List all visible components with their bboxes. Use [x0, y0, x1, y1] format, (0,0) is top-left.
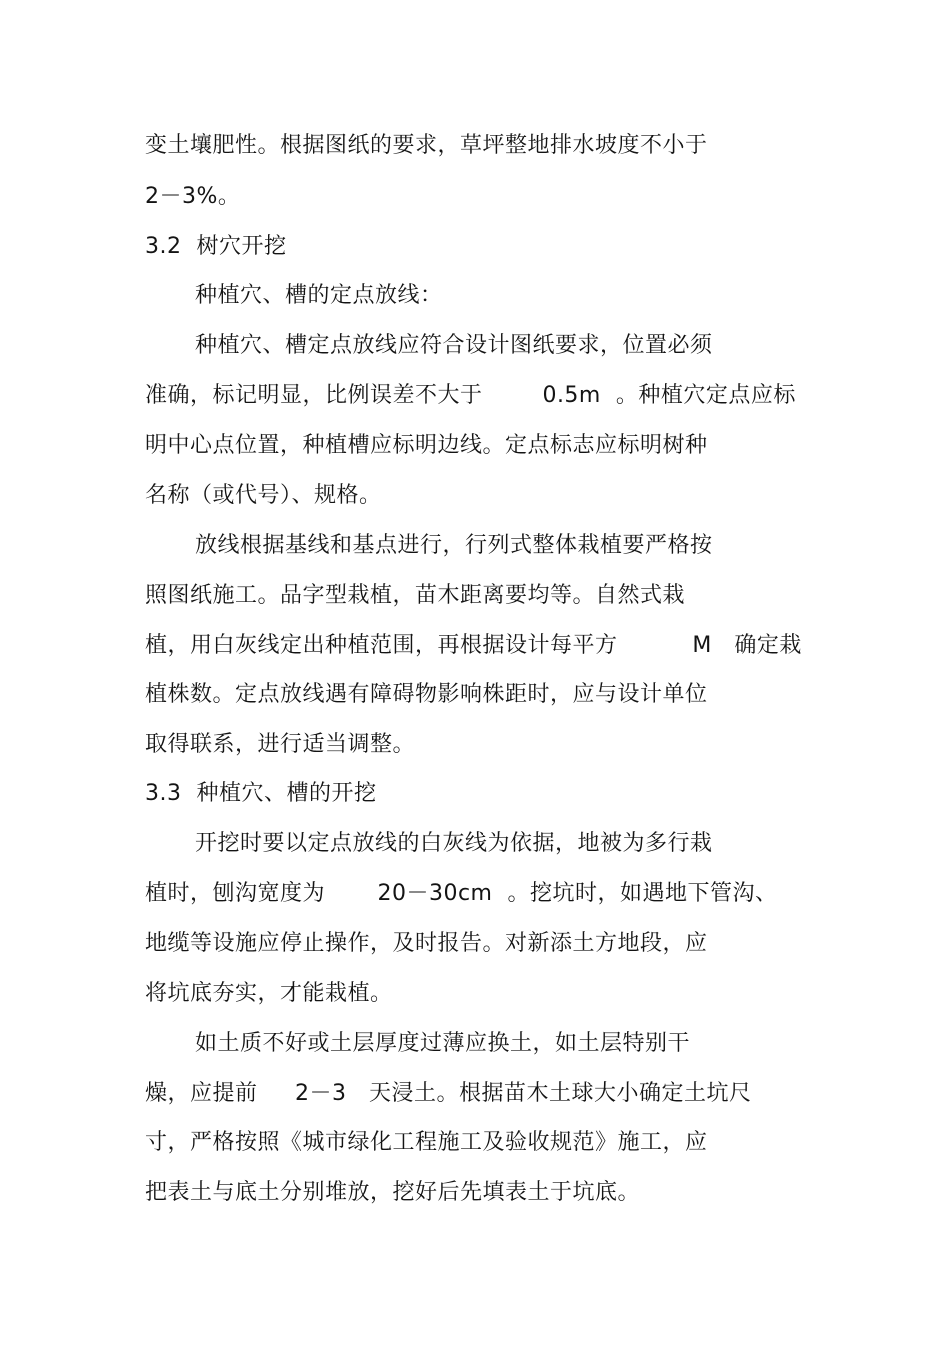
text-line: 地缆等设施应停止操作，及时报告。对新添土方地段，应	[145, 931, 708, 956]
text-line: 名称（或代号）、规格。	[145, 483, 382, 508]
text-line: 明中心点位置，种植槽应标明边线。定点标志应标明树种	[145, 433, 708, 458]
text-line: 准确，标记明显，比例误差不大于 0.5m 。种植穴定点应标	[145, 383, 796, 408]
text-line: 取得联系，进行适当调整。	[145, 732, 416, 757]
paragraph-start: 开挖时要以定点放线的白灰线为依据，地被为多行栽	[195, 831, 713, 856]
paragraph-start: 放线根据基线和基点进行，行列式整体栽植要严格按	[195, 533, 713, 558]
text-line: 变土壤肥性。根据图纸的要求，草坪整地排水坡度不小于	[145, 133, 708, 158]
text-line: 寸，严格按照《城市绿化工程施工及验收规范》施工，应	[145, 1130, 708, 1155]
paragraph-start: 种植穴、槽定点放线应符合设计图纸要求，位置必须	[195, 333, 713, 358]
paragraph-start: 如土质不好或土层厚度过薄应换土，如土层特别干	[195, 1031, 691, 1056]
section-heading: 3.2 树穴开挖	[145, 234, 287, 259]
text-line: 照图纸施工。品字型栽植，苗木距离要均等。自然式栽	[145, 583, 686, 608]
text-line: 把表土与底土分别堆放，挖好后先填表土于坑底。	[145, 1180, 641, 1205]
paragraph-start: 种植穴、槽的定点放线：	[195, 283, 443, 308]
text-line: 植时，刨沟宽度为 20－30cm 。挖坑时，如遇地下管沟、	[145, 881, 778, 906]
section-heading: 3.3 种植穴、槽的开挖	[145, 781, 377, 806]
text-line: 将坑底夯实，才能栽植。	[145, 981, 393, 1006]
text-line: 2－3%。	[145, 184, 241, 209]
text-line: 植，用白灰线定出种植范围，再根据设计每平方 M 确定栽	[145, 633, 802, 658]
text-line: 植株数。定点放线遇有障碍物影响株距时，应与设计单位	[145, 682, 708, 707]
text-line: 燥，应提前 2－3 天浸土。根据苗木土球大小确定土坑尺	[145, 1081, 752, 1106]
